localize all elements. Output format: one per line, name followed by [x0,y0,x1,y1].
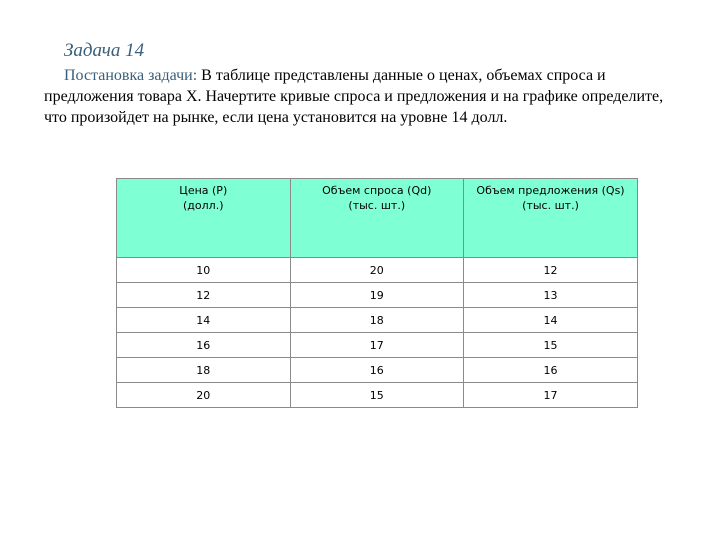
cell-supply: 13 [464,283,638,308]
cell-demand: 20 [290,258,464,283]
table-header-row [117,179,638,258]
cell-demand: 15 [290,383,464,408]
cell-supply: 12 [464,258,638,283]
table-row [117,283,638,308]
task-title: Задача 14 [64,40,145,61]
cell-price: 10 [117,258,291,283]
table-row [117,358,638,383]
cell-price: 12 [117,283,291,308]
cell-supply: 14 [464,308,638,333]
cell-supply: 16 [464,358,638,383]
problem-label: Постановка задачи: [64,67,198,84]
problem-statement [44,65,684,128]
cell-price: 18 [117,358,291,383]
cell-demand: 17 [290,333,464,358]
cell-supply: 17 [464,383,638,408]
cell-demand: 16 [290,358,464,383]
problem-text: В таблице представлены данные о ценах, объемах спроса и предложения товара Х. Начертите кривые спроса и предложения и на графике определите, что произойдет на рынке, если цена установится на уровне 14 долл. [44,67,664,126]
cell-supply: 15 [464,333,638,358]
price-demand-supply-table [116,178,638,408]
cell-demand: 19 [290,283,464,308]
header-demand: Объем спроса (Qd) (тыс. шт.) [290,179,464,258]
table-row [117,308,638,333]
header-price: Цена (Р) (долл.) [117,179,291,258]
cell-price: 16 [117,333,291,358]
table-row [117,383,638,408]
table-row [117,258,638,283]
header-supply: Объем предложения (Qs) (тыс. шт.) [464,179,638,258]
cell-price: 20 [117,383,291,408]
cell-demand: 18 [290,308,464,333]
table-row [117,333,638,358]
cell-price: 14 [117,308,291,333]
